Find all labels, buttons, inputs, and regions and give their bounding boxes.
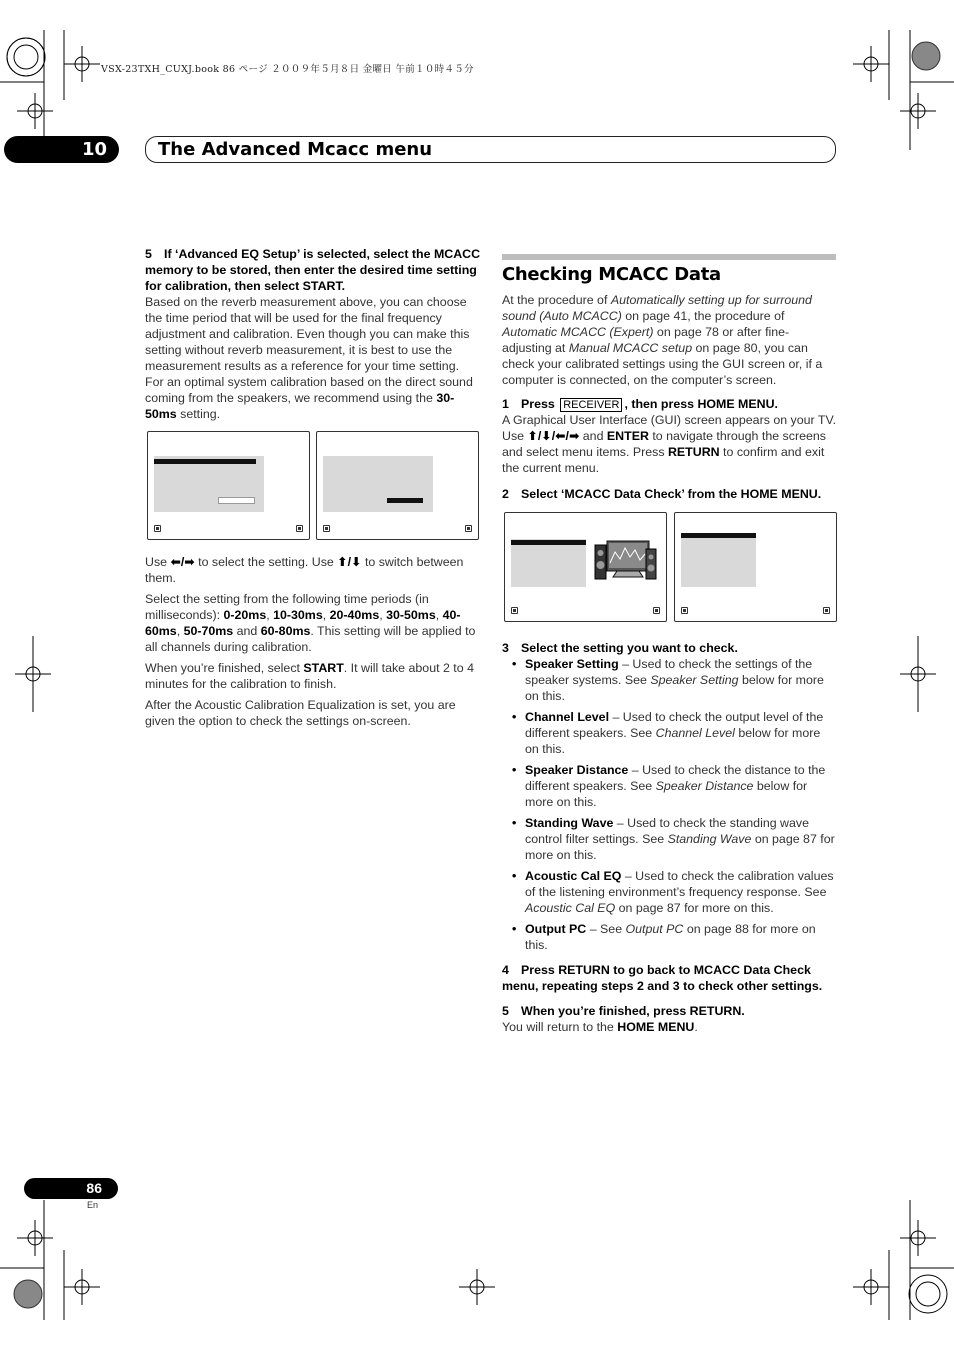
body-text: on page 88 for more on this. <box>525 922 816 952</box>
step-4-heading <box>502 962 836 994</box>
step-number: 4 <box>502 963 509 977</box>
body-text: Select the setting from the following time periods (in milliseconds): <box>145 592 429 622</box>
body-text: – Used to check the output level of the different speakers. See <box>525 710 824 740</box>
start-field <box>218 497 255 504</box>
left-right-arrows-icon: ⬅/➡ <box>170 555 195 569</box>
menu-panel <box>681 533 756 587</box>
body-text: and <box>579 429 607 443</box>
menu-header-bar <box>511 540 586 545</box>
step-number: 2 <box>502 487 509 501</box>
remote-button-icon <box>154 525 161 532</box>
remote-button-icon <box>511 607 518 614</box>
time-option: 60-80ms <box>260 624 311 638</box>
speaker-system-graphic <box>593 535 658 581</box>
body-text: on page 87 for more on this. <box>615 901 774 915</box>
body-text: setting. <box>176 407 221 421</box>
body-text: – Used to check the standing wave control filter settings. See <box>525 816 809 846</box>
remote-button-icon <box>653 607 660 614</box>
gui-screens-step-2 <box>504 512 836 624</box>
step-heading-text: When you’re finished, press RETURN. <box>521 1004 745 1018</box>
step-number: 5 <box>502 1004 509 1018</box>
page-language: En <box>87 1200 99 1210</box>
settings-bullet-list <box>502 656 836 953</box>
cross-reference: Channel Level <box>655 726 735 740</box>
body-text: Use <box>145 555 171 569</box>
cross-reference: Output PC <box>625 922 684 936</box>
section-title: Checking MCACC Data <box>502 264 721 285</box>
setting-term: Speaker Distance <box>525 763 629 777</box>
gray-circle-mark-top-right <box>912 42 940 70</box>
step-number: 1 <box>502 397 509 411</box>
bold-term: 30-50ms <box>145 391 455 421</box>
time-option: 10-30ms <box>273 608 323 622</box>
setting-term: Channel Level <box>525 710 610 724</box>
cross-reference: Acoustic Cal EQ <box>525 901 616 915</box>
bold-term: RETURN <box>667 445 720 459</box>
setting-term: Output PC <box>525 922 587 936</box>
gui-screen-illustration-b <box>316 431 479 540</box>
step-heading-text: Select the setting you want to check. <box>521 641 738 655</box>
body-text: . It will take about 2 to 4 minutes for the calibration to finish. <box>145 661 474 691</box>
remote-button-icon <box>296 525 303 532</box>
body-text: on page 78 or after fine-adjusting at <box>502 325 790 355</box>
menu-header-bar <box>154 459 256 464</box>
step-heading-text: , then press HOME MENU. <box>624 397 778 411</box>
setting-term: Standing Wave <box>525 816 614 830</box>
body-text: and <box>233 624 261 638</box>
bold-term: HOME MENU <box>617 1020 695 1034</box>
cross-reference: Standing Wave <box>667 832 752 846</box>
use-arrows-paragraph <box>145 554 481 586</box>
print-info-line: VSX-23TXH_CUXJ.book 86 ページ ２００９年５月８日 金曜日 午前１０時４５分 <box>101 64 474 75</box>
setting-term: Acoustic Cal EQ <box>525 869 622 883</box>
step-5-heading <box>145 246 481 294</box>
step-1-heading <box>502 396 836 412</box>
body-text: – Used to check the distance to the different speakers. See <box>525 763 826 793</box>
cross-reference: Speaker Setting <box>650 673 739 687</box>
chapter-number-tab: 10 <box>4 136 119 163</box>
setting-bullet-item <box>525 868 836 916</box>
gui-screens-step-5 <box>147 431 481 543</box>
body-text: to switch between them. <box>145 555 464 585</box>
crosshair-mark-left-2 <box>17 1220 53 1256</box>
step-heading-text: If ‘Advanced EQ Setup’ is selected, select the MCACC memory to be stored, then enter the desired time setting for calibration, then select START. <box>145 247 481 293</box>
body-text: – See <box>586 922 626 936</box>
body-text: – Used to check the calibration values of the listening environment’s frequency response. See <box>525 869 834 899</box>
time-option: 0-20ms <box>223 608 267 622</box>
page-number-tab: 86 <box>24 1178 118 1199</box>
receiver-key-label: RECEIVER <box>560 398 622 412</box>
direction-arrows-icon: ⬆/⬇/⬅/➡ <box>527 429 580 443</box>
step-heading-text: Press RETURN to go back to MCACC Data Check menu, repeating steps 2 and 3 to check other settings. <box>502 963 823 993</box>
bold-term: START <box>303 661 344 675</box>
body-text: on page 87 for more on this. <box>525 832 835 862</box>
body-text: When you’re finished, select <box>145 661 304 675</box>
body-text: to confirm and exit the current menu. <box>502 445 825 475</box>
body-text: Based on the reverb measurement above, you can choose the time period that will be used for the final frequency adjustment and calibration. Even though you can make this setting without reverb measurement, it is best to use the measurement results as a reference for your time setting. For an optimal system calibration based on the direct sound coming from the speakers, we recommend using the <box>145 295 473 405</box>
setting-bullet-item <box>525 656 836 704</box>
step-heading-text: Press <box>521 397 559 411</box>
gray-circle-mark-bottom-left <box>14 1280 42 1308</box>
after-calibration-paragraph: After the Acoustic Calibration Equalization is set, you are given the option to check the settings on-screen. <box>145 698 456 728</box>
body-text: You will return to the <box>502 1020 618 1034</box>
crosshair-mark-bottom-center <box>459 1269 495 1305</box>
step-5-heading <box>502 1003 836 1019</box>
starburst-mark-bottom-right <box>909 1275 947 1313</box>
time-option: 50-70ms <box>183 624 234 638</box>
remote-button-icon <box>465 525 472 532</box>
chapter-title: The Advanced Mcacc menu <box>158 139 433 160</box>
right-column <box>502 254 836 1040</box>
cross-reference: Automatically setting up for surround sound (Auto MCACC) <box>502 293 812 323</box>
crosshair-mark-bottom-1 <box>64 1269 100 1305</box>
body-text: . <box>694 1020 698 1034</box>
up-down-arrows-icon: ⬆/⬇ <box>337 555 362 569</box>
setting-bullet-item <box>525 815 836 863</box>
mcacc-data-check-screen-illustration <box>674 512 837 622</box>
crosshair-mark-right-1 <box>900 93 936 129</box>
step-3-heading <box>502 640 836 656</box>
crosshair-mark-right-mid <box>900 656 936 692</box>
body-text: A Graphical User Interface (GUI) screen appears on your TV. Use <box>502 413 837 443</box>
menu-header-bar <box>681 533 756 538</box>
home-menu-screen-illustration <box>504 512 667 622</box>
body-text: on page 80, you can check your calibrated settings using the GUI screen or, if a computer is connected, on the computer’s screen. <box>502 341 823 387</box>
setting-bullet-item <box>525 709 836 757</box>
cross-reference: Speaker Distance <box>655 779 754 793</box>
crosshair-mark-left-1 <box>17 93 53 129</box>
bold-term: ENTER <box>606 429 649 443</box>
remote-button-icon <box>681 607 688 614</box>
menu-panel <box>511 539 586 587</box>
intro-paragraph <box>502 292 836 388</box>
finish-paragraph <box>145 660 481 692</box>
setting-term: Speaker Setting <box>525 657 619 671</box>
body-text: – Used to check the settings of the speaker systems. See <box>525 657 813 687</box>
time-option: 30-50ms <box>386 608 436 622</box>
body-text: below for more on this. <box>525 779 808 809</box>
crosshair-mark-left-mid <box>15 656 51 692</box>
cross-reference: Manual MCACC setup <box>568 341 693 355</box>
remote-button-icon <box>823 607 830 614</box>
gui-screen-illustration-a <box>147 431 310 540</box>
menu-panel <box>323 456 433 512</box>
step-number: 3 <box>502 641 509 655</box>
body-text: to navigate through the screens and select menu items. Press <box>502 429 826 459</box>
body-text: . This setting will be applied to all channels during calibration. <box>145 624 476 654</box>
remote-button-icon <box>323 525 330 532</box>
body-text: below for more on this. <box>525 673 824 703</box>
starburst-mark-top-left <box>7 38 45 76</box>
step-number: 5 <box>145 247 152 261</box>
time-option: 40-60ms <box>145 608 461 638</box>
step-5-body <box>502 1019 836 1035</box>
crosshair-mark-top-2 <box>853 46 889 82</box>
body-text: below for more on this. <box>525 726 821 756</box>
time-periods-paragraph: Select the setting from the following time periods (in milliseconds): 0-20ms, 10-30ms, 20-40ms, 30-50ms, 40-60ms, 50-70ms and 60-80ms. This setting will be applied to all channels during calibration. <box>145 592 476 654</box>
selected-item-bar <box>387 498 423 503</box>
step-5-body <box>145 294 481 422</box>
body-text: on page 41, the procedure of <box>621 309 785 323</box>
step-heading-text: Select ‘MCACC Data Check’ from the HOME MENU. <box>521 487 822 501</box>
step-2-heading <box>502 486 836 502</box>
time-option: 20-40ms <box>329 608 380 622</box>
section-rule <box>502 254 836 260</box>
crosshair-mark-bottom-2 <box>853 1269 889 1305</box>
step-1-body <box>502 412 836 476</box>
setting-bullet-item <box>525 921 836 953</box>
cross-reference: Automatic MCACC (Expert) <box>502 325 654 339</box>
crosshair-mark-right-2 <box>900 1220 936 1256</box>
body-text: to select the setting. Use <box>194 555 338 569</box>
setting-bullet-item <box>525 762 836 810</box>
body-text: At the procedure of <box>502 293 611 307</box>
chapter-header <box>145 136 836 163</box>
left-column <box>145 246 481 734</box>
crosshair-mark-top-1 <box>64 46 100 82</box>
